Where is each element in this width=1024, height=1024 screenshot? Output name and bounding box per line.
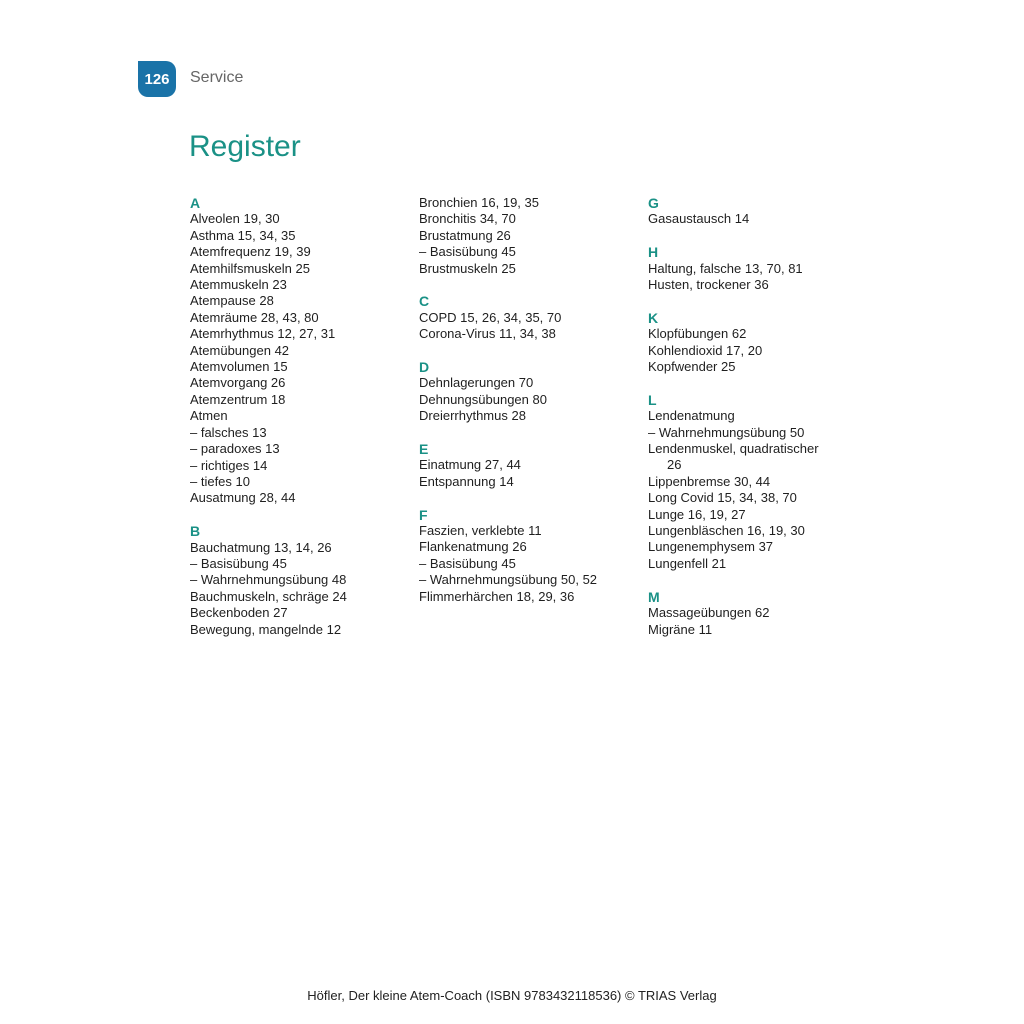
index-entry: Bauchatmung 13, 14, 26 [190, 539, 332, 555]
index-entry: Faszien, verklebte 11 [419, 523, 542, 539]
index-entry: Lungenbläschen 16, 19, 30 [648, 523, 805, 539]
index-column-1 [190, 195, 410, 654]
index-subentry: – Wahrnehmungsübung 48 [190, 572, 410, 588]
index-entry: Beckenboden 27 [190, 605, 288, 621]
index-entry: Klopfübungen 62 [648, 326, 747, 342]
index-letter-heading: D [419, 359, 430, 376]
index-entry: Einatmung 27, 44 [419, 457, 521, 473]
index-column-3 [648, 195, 868, 654]
index-entry: Haltung, falsche 13, 70, 81 [648, 260, 803, 276]
index-entry: Atemfrequenz 19, 39 [190, 244, 311, 260]
index-subentry: – paradoxes 13 [190, 441, 410, 457]
index-letter-heading: K [648, 309, 659, 326]
index-entry: Ausatmung 28, 44 [190, 490, 296, 506]
index-entry: Atemübungen 42 [190, 342, 290, 358]
index-entry: COPD 15, 26, 34, 35, 70 [419, 309, 562, 325]
index-entry: Kopfwender 25 [648, 359, 736, 375]
index-entry: Husten, trockener 36 [648, 277, 769, 293]
index-letter-heading: E [419, 441, 429, 458]
index-group [648, 589, 868, 638]
page-number-badge [138, 61, 176, 97]
index-letter-heading: F [419, 506, 428, 523]
index-entry: Bauchmuskeln, schräge 24 [190, 588, 347, 604]
index-entry: Asthma 15, 34, 35 [190, 227, 296, 243]
index-entry: Dehnungsübungen 80 [419, 391, 547, 407]
index-entry: Atemzentrum 18 [190, 391, 286, 407]
index-entry: Atempause 28 [190, 293, 274, 309]
index-entry: Atemräume 28, 43, 80 [190, 309, 319, 325]
index-entry: Gasaustausch 14 [648, 211, 750, 227]
index-letter-heading: G [648, 195, 659, 211]
index-entry: Atemhilfsmuskeln 25 [190, 260, 310, 276]
index-entry: Atemrhythmus 12, 27, 31 [190, 326, 336, 342]
index-entry: Alveolen 19, 30 [190, 211, 280, 227]
index-entry: Lendenatmung [648, 408, 735, 424]
index-entry: Flimmerhärchen 18, 29, 36 [419, 588, 575, 604]
index-entry: Massageübungen 62 [648, 605, 770, 621]
index-entry: Migräne 11 [648, 621, 713, 637]
index-entry: Lungenemphysem 37 [648, 539, 774, 555]
index-letter-heading: M [648, 588, 660, 605]
index-entry: Atemvorgang 26 [190, 375, 286, 391]
index-letter-heading: C [419, 293, 430, 310]
index-group [190, 523, 410, 638]
index-entry: Bewegung, mangelnde 12 [190, 621, 342, 637]
index-group [648, 195, 868, 228]
index-entry: Lippenbremse 30, 44 [648, 473, 771, 489]
index-column-2 [419, 195, 639, 621]
index-entry: Lungenfell 21 [648, 555, 727, 571]
index-group [419, 293, 639, 342]
index-entry: Dehnlagerungen 70 [419, 375, 534, 391]
index-group [419, 507, 639, 605]
index-entry: Corona-Virus 11, 34, 38 [419, 326, 556, 342]
index-subentry: – Wahrnehmungsübung 50, 52 [419, 572, 639, 588]
page-title: Register [189, 130, 301, 163]
index-entry: Atemvolumen 15 [190, 359, 288, 375]
index-entry: 26 [667, 457, 682, 473]
index-letter-heading: B [190, 523, 201, 540]
index-entry: Bronchitis 34, 70 [419, 211, 516, 227]
index-entry: Lunge 16, 19, 27 [648, 506, 746, 522]
index-group [419, 441, 639, 490]
index-entry: Long Covid 15, 34, 38, 70 [648, 490, 797, 506]
index-subentry: – falsches 13 [190, 425, 410, 441]
index-entry: Brustatmung 26 [419, 227, 511, 243]
index-entry: Brustmuskeln 25 [419, 260, 516, 276]
index-entry: Dreierrhythmus 28 [419, 408, 526, 424]
footer-citation: Höfler, Der kleine Atem-Coach (ISBN 9783432118536) © TRIAS Verlag [307, 988, 717, 1003]
index-subentry: – Basisübung 45 [190, 556, 410, 572]
index-subentry: – tiefes 10 [190, 474, 410, 490]
index-group [648, 392, 868, 572]
index-subentry: – Basisübung 45 [419, 244, 639, 260]
index-letter-heading: L [648, 391, 657, 408]
index-subentry: – richtiges 14 [190, 458, 410, 474]
index-group [419, 195, 639, 277]
index-group [419, 359, 639, 425]
index-group [190, 195, 410, 507]
index-entry: Lendenmuskel, quadratischer [648, 441, 819, 457]
index-group [648, 310, 868, 376]
index-entry: Entspannung 14 [419, 473, 514, 489]
index-entry: Flankenatmung 26 [419, 539, 527, 555]
index-subentry: – Wahrnehmungsübung 50 [648, 425, 868, 441]
index-entry: Bronchien 16, 19, 35 [419, 195, 539, 210]
index-letter-heading: A [190, 195, 201, 211]
index-letter-heading: H [648, 244, 659, 261]
index-entry: Kohlendioxid 17, 20 [648, 342, 763, 358]
index-subentry: – Basisübung 45 [419, 556, 639, 572]
index-entry: Atemmuskeln 23 [190, 277, 287, 293]
section-label: Service [190, 69, 244, 86]
index-group [648, 244, 868, 293]
page-number: 126 [144, 70, 170, 88]
index-entry: Atmen [190, 408, 228, 424]
